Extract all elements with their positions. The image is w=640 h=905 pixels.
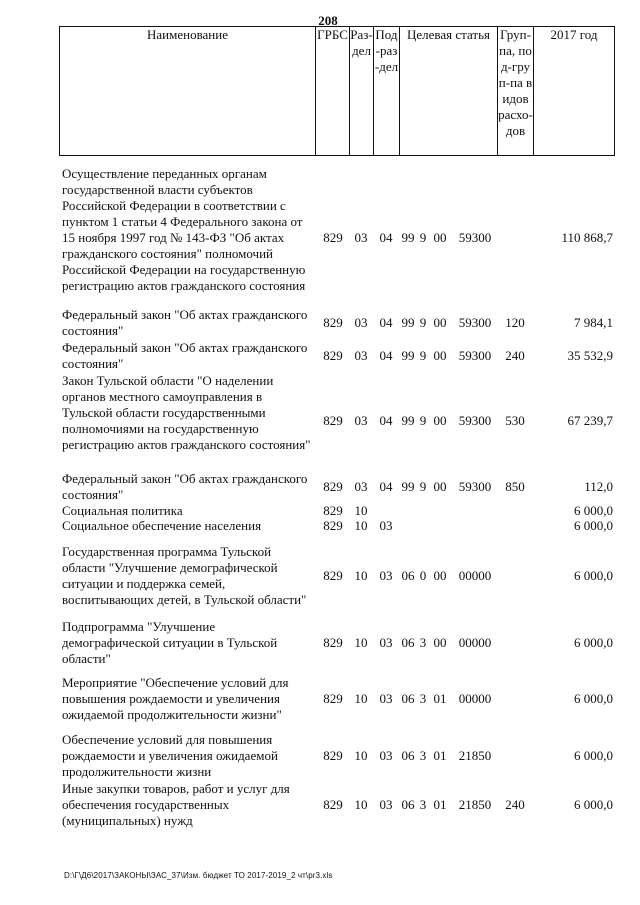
row-target-1: 06 — [401, 635, 415, 650]
row-grbs: 829 — [323, 518, 343, 533]
row-target-2: 3 — [419, 691, 427, 706]
row-grbs: 829 — [323, 797, 343, 812]
row-expense-group: 530 — [505, 413, 525, 428]
row-podrazdel: 04 — [379, 230, 393, 245]
row-target-4: 59300 — [458, 413, 492, 428]
row-target-3: 01 — [433, 691, 447, 706]
row-podrazdel: 04 — [379, 413, 393, 428]
header-name: Наименование — [60, 27, 316, 156]
row-target-4: 59300 — [458, 315, 492, 330]
row-target-4: 00000 — [458, 691, 492, 706]
header-podrazdel: Под-раз-дел — [374, 27, 400, 156]
row-expense-group: 850 — [505, 479, 525, 494]
row-target-1: 99 — [401, 413, 415, 428]
row-grbs: 829 — [323, 315, 343, 330]
row-sum: 6 000,0 — [574, 503, 613, 518]
row-razdel: 10 — [354, 635, 368, 650]
row-name: Федеральный закон "Об актах гражданского состояния" — [62, 307, 308, 338]
row-podrazdel: 03 — [379, 518, 393, 533]
row-razdel: 10 — [354, 568, 368, 583]
table-row — [59, 518, 614, 534]
row-razdel: 10 — [354, 748, 368, 763]
row-podrazdel: 04 — [379, 348, 393, 363]
row-podrazdel: 03 — [379, 797, 393, 812]
row-sum: 110 868,7 — [561, 230, 613, 245]
row-razdel: 10 — [354, 797, 368, 812]
row-target-3: 00 — [433, 413, 447, 428]
row-target-2: 0 — [419, 568, 427, 583]
row-target-1: 06 — [401, 568, 415, 583]
file-path-footer: D:\Г\Д6\2017\ЗАКОНЫ\ЗАС_37\Изм. бюджет ТО 2017-2019_2 чт\pr3.xls — [64, 871, 333, 880]
row-grbs: 829 — [323, 635, 343, 650]
row-target-1: 99 — [401, 315, 415, 330]
page-number: 208 — [318, 13, 338, 28]
header-expense-group: Груп-па, под-груп-па видов расхо-дов — [498, 27, 534, 156]
table-row — [59, 544, 614, 608]
row-expense-group: 240 — [505, 348, 525, 363]
table-row — [59, 166, 614, 298]
row-target-1: 06 — [401, 691, 415, 706]
row-podrazdel: 03 — [379, 568, 393, 583]
row-grbs: 829 — [323, 479, 343, 494]
row-target-1: 99 — [401, 479, 415, 494]
row-target-2: 3 — [419, 635, 427, 650]
row-target-2: 9 — [419, 230, 427, 245]
row-razdel: 03 — [354, 413, 368, 428]
row-sum: 6 000,0 — [574, 518, 613, 533]
row-name: Государственная программа Тульской области "Улучшение демографической ситуации и поддержка семей, воспитывающих детей, в Тульской области" — [62, 544, 307, 607]
row-sum: 6 000,0 — [574, 568, 613, 583]
row-target-3: 00 — [433, 348, 447, 363]
row-razdel: 03 — [354, 230, 368, 245]
row-name: Осуществление переданных органам государственной власти субъектов Российской Федерации в соответствии с пунктом 1 статьи 4 Федерального закона от 15 ноября 1997 год № 143-ФЗ "Об актах гражданского состояния" полномочий Российской Федерации на государственную регистрацию актов гражданского состояния — [62, 166, 306, 293]
row-grbs: 829 — [323, 691, 343, 706]
row-sum: 7 984,1 — [574, 315, 613, 330]
row-podrazdel: 03 — [379, 748, 393, 763]
row-podrazdel: 04 — [379, 315, 393, 330]
row-grbs: 829 — [323, 748, 343, 763]
table-row — [59, 503, 614, 519]
row-sum: 6 000,0 — [574, 797, 613, 812]
row-razdel: 10 — [354, 518, 368, 533]
row-grbs: 829 — [323, 348, 343, 363]
row-name: Обеспечение условий для повышения рождаемости и увеличения ожидаемой продолжительности жизни — [62, 732, 278, 779]
row-name: Закон Тульской области "О наделении органов местного самоуправления в Тульской области государственными полномочиями на государственную регистрацию актов гражданского состояния" — [62, 373, 311, 452]
row-target-1: 99 — [401, 348, 415, 363]
row-podrazdel: 03 — [379, 635, 393, 650]
row-grbs: 829 — [323, 568, 343, 583]
row-target-2: 9 — [419, 348, 427, 363]
row-sum: 6 000,0 — [574, 691, 613, 706]
row-target-4: 59300 — [458, 230, 492, 245]
row-target-3: 01 — [433, 797, 447, 812]
row-target-1: 06 — [401, 748, 415, 763]
row-target-2: 3 — [419, 748, 427, 763]
row-expense-group: 120 — [505, 315, 525, 330]
row-name: Подпрограмма "Улучшение демографической ситуации в Тульской области" — [62, 619, 278, 666]
row-razdel: 03 — [354, 479, 368, 494]
row-target-3: 00 — [433, 479, 447, 494]
row-target-4: 59300 — [458, 479, 492, 494]
table-header — [59, 26, 615, 156]
row-name: Социальное обеспечение населения — [62, 518, 262, 533]
row-target-3: 00 — [433, 635, 447, 650]
row-target-2: 9 — [419, 413, 427, 428]
row-name: Мероприятие "Обеспечение условий для повышения рождаемости и увеличения ожидаемой продолжительности жизни" — [62, 675, 289, 722]
row-name: Федеральный закон "Об актах гражданского состояния" — [62, 471, 308, 502]
header-grbs: ГРБС — [316, 27, 350, 156]
row-name: Иные закупки товаров, работ и услуг для обеспечения государственных (муниципальных) нужд — [62, 781, 290, 828]
header-target-article: Целевая статья — [400, 27, 498, 156]
row-sum: 112,0 — [584, 479, 613, 494]
row-sum: 67 239,7 — [567, 413, 613, 428]
row-target-4: 59300 — [458, 348, 492, 363]
row-name: Социальная политика — [62, 503, 183, 518]
row-target-1: 06 — [401, 797, 415, 812]
row-target-2: 9 — [419, 479, 427, 494]
row-sum: 6 000,0 — [574, 635, 613, 650]
table-row — [59, 307, 614, 339]
table-row — [59, 732, 614, 780]
row-grbs: 829 — [323, 230, 343, 245]
row-target-4: 21850 — [458, 797, 492, 812]
row-target-3: 00 — [433, 568, 447, 583]
row-sum: 35 532,9 — [567, 348, 613, 363]
table-row — [59, 619, 614, 667]
header-year: 2017 год — [534, 27, 615, 156]
row-podrazdel: 04 — [379, 479, 393, 494]
row-grbs: 829 — [323, 413, 343, 428]
row-target-2: 9 — [419, 315, 427, 330]
row-razdel: 03 — [354, 315, 368, 330]
row-expense-group: 240 — [505, 797, 525, 812]
row-sum: 6 000,0 — [574, 748, 613, 763]
table-row — [59, 373, 614, 469]
row-target-3: 00 — [433, 315, 447, 330]
table-row — [59, 471, 614, 503]
row-razdel: 10 — [354, 691, 368, 706]
row-name: Федеральный закон "Об актах гражданского состояния" — [62, 340, 308, 371]
row-target-3: 01 — [433, 748, 447, 763]
table-row — [59, 340, 614, 372]
row-grbs: 829 — [323, 503, 343, 518]
row-podrazdel: 03 — [379, 691, 393, 706]
row-target-4: 21850 — [458, 748, 492, 763]
row-razdel: 03 — [354, 348, 368, 363]
row-razdel: 10 — [354, 503, 368, 518]
row-target-4: 00000 — [458, 635, 492, 650]
row-target-3: 00 — [433, 230, 447, 245]
table-row — [59, 675, 614, 723]
row-target-1: 99 — [401, 230, 415, 245]
table-row — [59, 781, 614, 829]
row-target-2: 3 — [419, 797, 427, 812]
row-target-4: 00000 — [458, 568, 492, 583]
header-razdel: Раз-дел — [350, 27, 374, 156]
